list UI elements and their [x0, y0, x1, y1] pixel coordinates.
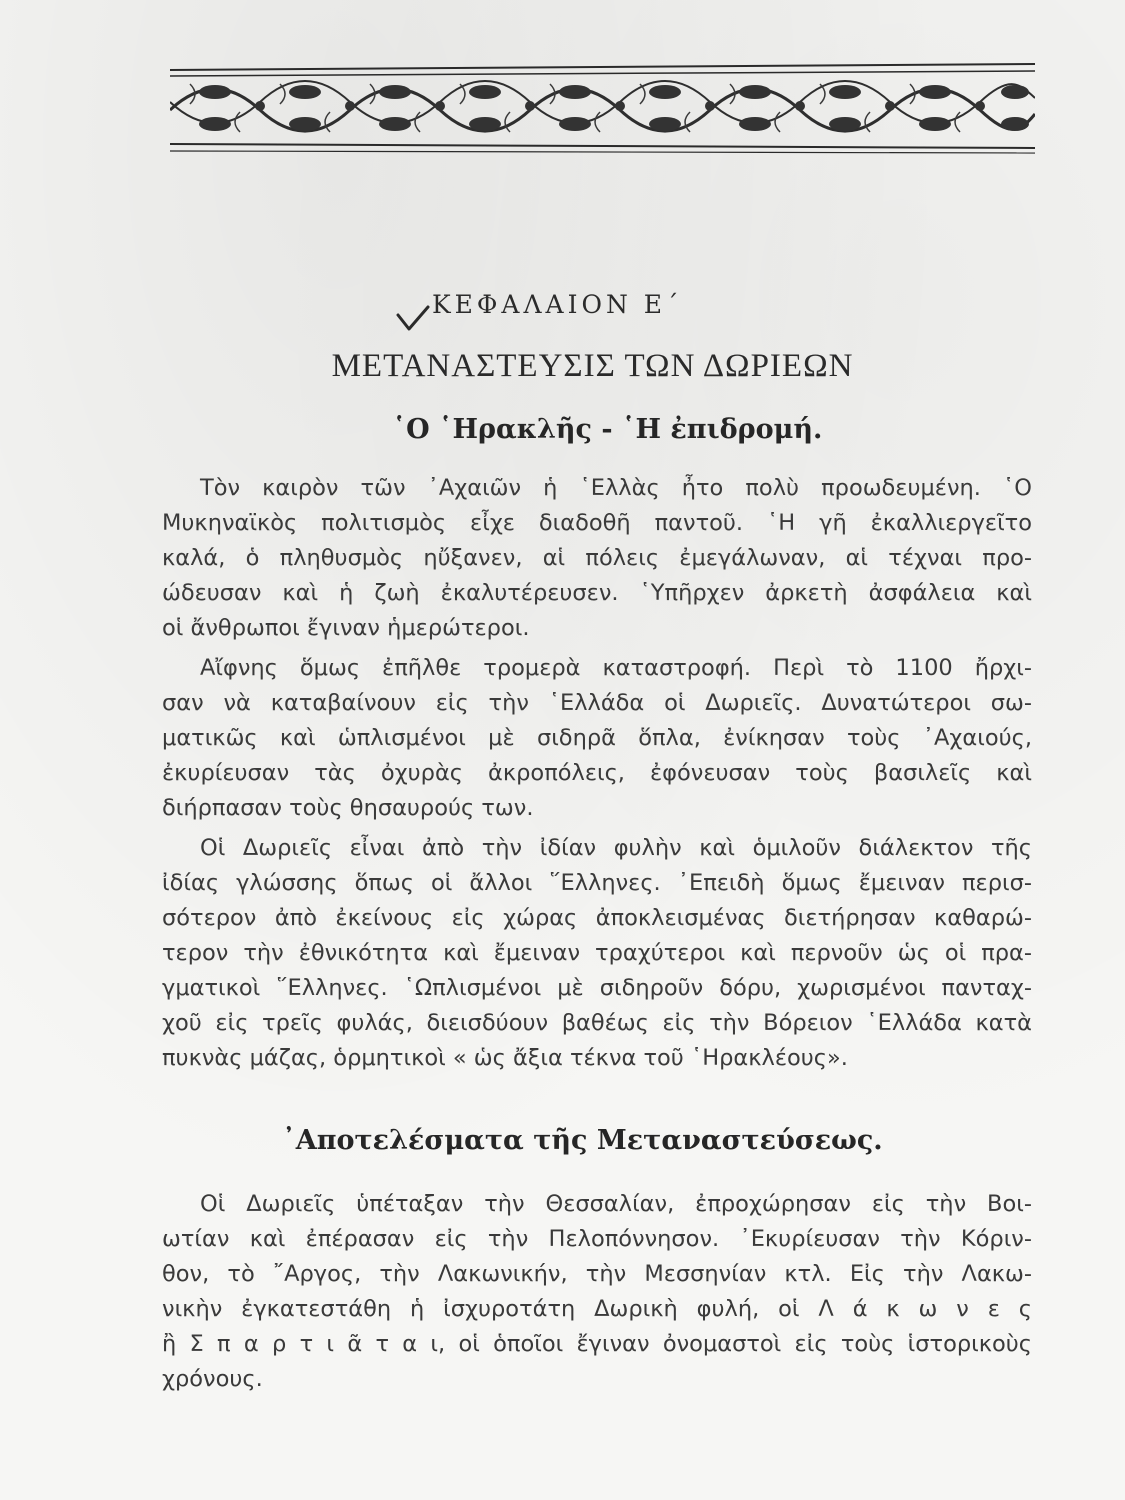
chapter-label: ΚΕΦΑΛΑΙΟΝ Ε΄ [432, 290, 683, 319]
paragraph-line: διήρπασαν τοὺς θησαυρούς των. [162, 795, 534, 821]
paragraph-line: ωτίαν καὶ ἐπέρασαν εἰς τὴν Πελοπόννησον. ᾿Εκυρίευσαν τὴν Κόριν- [162, 1226, 1032, 1252]
paragraph-line: καλά, ὁ πληθυσμὸς ηὔξανεν, αἱ πόλεις ἐμεγάλωναν, αἱ τέχναι προ- [162, 545, 1032, 571]
section-heading: ῾Ο ῾Ηρακλῆς - ῾Η ἐπιδρομή. [392, 414, 823, 445]
paragraph-line: χοῦ εἰς τρεῖς φυλάς, διεισδύουν βαθέως εἰς τὴν Βόρειον ῾Ελλάδα κατὰ [162, 1010, 1032, 1036]
paragraph-line: ἢ Σ π α ρ τ ι ᾶ τ α ι, οἱ ὁποῖοι ἔγιναν ὀνομαστοὶ εἰς τοὺς ἱστορικοὺς [162, 1331, 1032, 1357]
chapter-title: ΜΕΤΑΝΑΣΤΕΥΣΙΣ ΤΩΝ ΔΩΡΙΕΩΝ [331, 348, 854, 384]
paragraph-line: ώδευσαν καὶ ἡ ζωὴ ἐκαλυτέρευσεν. ῾Υπῆρχεν ἀρκετὴ ἀσφάλεια καὶ [162, 580, 1032, 606]
paragraph-line: Οἱ Δωριεῖς εἶναι ἀπὸ τὴν ἰδίαν φυλὴν καὶ ὁμιλοῦν διάλεκτον τῆς [200, 835, 1032, 861]
paragraph-line: ἐκυρίευσαν τὰς ὀχυρὰς ἀκροπόλεις, ἐφόνευσαν τοὺς βασιλεῖς καὶ [162, 760, 1032, 786]
paragraph-line: σαν νὰ καταβαίνουν εἰς τὴν ῾Ελλάδα οἱ Δωριεῖς. Δυνατώτεροι σω- [162, 690, 1032, 716]
paragraph-line: Αἴφνης ὅμως ἐπῆλθε τρομερὰ καταστροφή. Περὶ τὸ 1100 ἤρχι- [200, 655, 1032, 681]
decorative-ornament-band [170, 62, 1035, 154]
handwritten-checkmark-icon [396, 305, 430, 331]
paragraph-line: Οἱ Δωριεῖς ὑπέταξαν τὴν Θεσσαλίαν, ἐπροχώρησαν εἰς τὴν Βοι- [200, 1191, 1032, 1217]
paragraph-line: σότερον ἀπὸ ἐκείνους εἰς χώρας ἀποκλεισμένας διετήρησαν καθαρώ- [162, 905, 1032, 931]
paragraph-line: θον, τὸ ῎Αργος, τὴν Λακωνικήν, τὴν Μεσσηνίαν κτλ. Εἰς τὴν Λακω- [162, 1261, 1032, 1287]
paragraph-line: νικὴν ἐγκατεστάθη ἡ ἰσχυροτάτη Δωρικὴ φυλή, οἱ Λ ά κ ω ν ε ς [162, 1296, 1032, 1322]
paragraph-line: γματικοὶ ῞Ελληνες. ῾Ωπλισμένοι μὲ σιδηροῦν δόρυ, χωρισμένοι πανταχ- [162, 975, 1032, 1001]
paragraph-line: οἱ ἄνθρωποι ἔγιναν ἡμερώτεροι. [162, 615, 530, 641]
paragraph-line: ἰδίας γλώσσης ὅπως οἱ ἄλλοι ῞Ελληνες. ᾿Επειδὴ ὅμως ἔμειναν περισ- [162, 870, 1032, 896]
paragraph-line: τερον τὴν ἐθνικότητα καὶ ἔμειναν τραχύτεροι καὶ περνοῦν ὡς οἱ πρα- [162, 940, 1032, 966]
paragraph-line: χρόνους. [162, 1366, 263, 1392]
paragraph-line: πυκνὰς μάζας, ὁρμητικοὶ « ὡς ἄξια τέκνα τοῦ ῾Ηρακλέους». [162, 1045, 848, 1071]
section-heading: ᾿Αποτελέσματα τῆς Μεταναστεύσεως. [282, 1125, 883, 1156]
paragraph-line: ματικῶς καὶ ὡπλισμένοι μὲ σιδηρᾶ ὅπλα, ἐνίκησαν τοὺς ᾿Αχαιούς, [162, 725, 1032, 751]
paragraph-line: Τὸν καιρὸν τῶν ᾿Αχαιῶν ἡ ῾Ελλὰς ἦτο πολὺ προωδευμένη. ῾Ο [200, 475, 1032, 501]
paragraph-line: Μυκηναϊκὸς πολιτισμὸς εἶχε διαδοθῆ παντοῦ. ῾Η γῆ ἐκαλλιεργεῖτο [162, 510, 1032, 536]
